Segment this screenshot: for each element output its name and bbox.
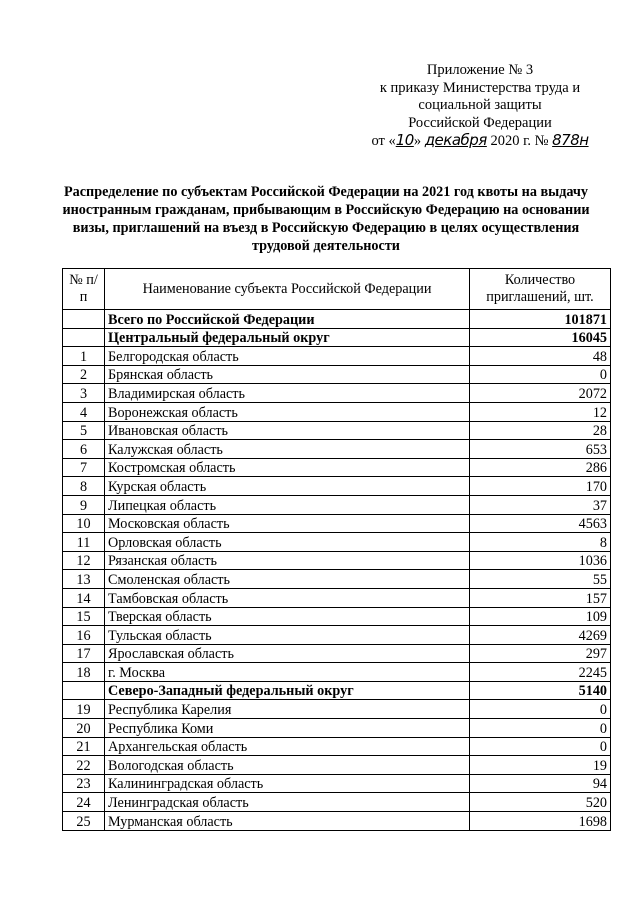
row-qty-cell: 109: [470, 607, 611, 626]
row-qty-cell: 101871: [470, 310, 611, 329]
row-name-cell: Тамбовская область: [105, 588, 470, 607]
row-qty-cell: 653: [470, 440, 611, 459]
table-row: [63, 551, 611, 570]
table-row-total: [63, 310, 611, 329]
row-qty-cell: 157: [470, 588, 611, 607]
row-num-cell: 25: [63, 812, 105, 831]
row-num-cell: 21: [63, 737, 105, 756]
row-num-cell: 22: [63, 756, 105, 775]
row-num-cell: 16: [63, 626, 105, 645]
row-qty-cell: 2245: [470, 663, 611, 682]
table-row-total: [63, 681, 611, 700]
row-qty-cell: 1036: [470, 551, 611, 570]
row-name-cell: Московская область: [105, 514, 470, 533]
row-num-cell: 18: [63, 663, 105, 682]
row-name-cell: Вологодская область: [105, 756, 470, 775]
table-row: [63, 570, 611, 589]
row-num-cell: [63, 310, 105, 329]
row-num-cell: 17: [63, 644, 105, 663]
row-name-cell: Калужская область: [105, 440, 470, 459]
row-num-cell: 19: [63, 700, 105, 719]
row-name-cell: Владимирская область: [105, 384, 470, 403]
row-qty-cell: 2072: [470, 384, 611, 403]
row-name-cell: Центральный федеральный округ: [105, 328, 470, 347]
row-qty-cell: 520: [470, 793, 611, 812]
row-qty-cell: 28: [470, 421, 611, 440]
row-name-cell: Тверская область: [105, 607, 470, 626]
table-row: [63, 626, 611, 645]
row-qty-cell: 55: [470, 570, 611, 589]
table-row: [63, 402, 611, 421]
row-name-cell: Ивановская область: [105, 421, 470, 440]
row-qty-cell: 12: [470, 402, 611, 421]
row-num-cell: 3: [63, 384, 105, 403]
row-num-cell: 20: [63, 719, 105, 738]
row-num-cell: 9: [63, 495, 105, 514]
date-mid: »: [413, 133, 422, 149]
quota-table: [62, 268, 611, 831]
appendix-order-line: к приказу Министерства труда и: [379, 79, 581, 96]
header-qty: Количество приглашений, шт.: [470, 269, 611, 310]
row-num-cell: 15: [63, 607, 105, 626]
table-row: [63, 477, 611, 496]
row-name-cell: Ярославская область: [105, 644, 470, 663]
row-num-cell: 5: [63, 421, 105, 440]
table-header-row: [63, 269, 611, 310]
row-name-cell: Липецкая область: [105, 495, 470, 514]
header-num: № п/п: [63, 269, 105, 310]
table-row: [63, 514, 611, 533]
row-qty-cell: 0: [470, 700, 611, 719]
date-prefix: от «: [371, 133, 396, 149]
row-qty-cell: 16045: [470, 328, 611, 347]
row-num-cell: 7: [63, 458, 105, 477]
row-qty-cell: 286: [470, 458, 611, 477]
row-qty-cell: 170: [470, 477, 611, 496]
row-name-cell: Тульская область: [105, 626, 470, 645]
row-name-cell: Архангельская область: [105, 737, 470, 756]
row-qty-cell: 19: [470, 756, 611, 775]
row-qty-cell: 5140: [470, 681, 611, 700]
row-name-cell: Смоленская область: [105, 570, 470, 589]
order-number-handwritten: 878н: [552, 131, 589, 149]
table-row: [63, 588, 611, 607]
table-row: [63, 421, 611, 440]
table-row: [63, 365, 611, 384]
row-name-cell: Рязанская область: [105, 551, 470, 570]
row-num-cell: 10: [63, 514, 105, 533]
row-name-cell: Республика Коми: [105, 719, 470, 738]
row-name-cell: Северо-Западный федеральный округ: [105, 681, 470, 700]
row-qty-cell: 0: [470, 719, 611, 738]
document-title: Распределение по субъектам Российской Федерации на 2021 год квоты на выдачу иностранным гражданам, прибывающим в Российскую Федерацию на основании визы, приглашений на въезд в Российскую Федерацию в целях осуществления трудовой деятельности: [62, 184, 590, 254]
row-num-cell: 6: [63, 440, 105, 459]
row-qty-cell: 8: [470, 533, 611, 552]
date-month-handwritten: декабря: [424, 131, 487, 149]
row-name-cell: Калининградская область: [105, 774, 470, 793]
table-row: [63, 663, 611, 682]
row-qty-cell: 48: [470, 347, 611, 366]
row-num-cell: [63, 681, 105, 700]
row-qty-cell: 0: [470, 737, 611, 756]
appendix-ministry-line: социальной защиты: [418, 97, 542, 113]
table-body: [63, 310, 611, 831]
row-num-cell: 23: [63, 774, 105, 793]
row-num-cell: 13: [63, 570, 105, 589]
row-num-cell: 12: [63, 551, 105, 570]
table-row: [63, 533, 611, 552]
row-name-cell: Ленинградская область: [105, 793, 470, 812]
row-qty-cell: 4563: [470, 514, 611, 533]
table-row-total: [63, 328, 611, 347]
row-qty-cell: 1698: [470, 812, 611, 831]
row-qty-cell: 94: [470, 774, 611, 793]
table-row: [63, 719, 611, 738]
row-name-cell: Костромская область: [105, 458, 470, 477]
table-row: [63, 700, 611, 719]
row-name-cell: Белгородская область: [105, 347, 470, 366]
table-row: [63, 793, 611, 812]
row-name-cell: Всего по Российской Федерации: [105, 310, 470, 329]
row-qty-cell: 4269: [470, 626, 611, 645]
appendix-header: [360, 62, 600, 151]
row-qty-cell: 37: [470, 495, 611, 514]
row-num-cell: 4: [63, 402, 105, 421]
row-name-cell: г. Москва: [105, 663, 470, 682]
row-name-cell: Брянская область: [105, 365, 470, 384]
row-num-cell: 8: [63, 477, 105, 496]
row-qty-cell: 0: [470, 365, 611, 384]
row-num-cell: 11: [63, 533, 105, 552]
row-name-cell: Республика Карелия: [105, 700, 470, 719]
table-row: [63, 458, 611, 477]
table-row: [63, 644, 611, 663]
row-num-cell: [63, 328, 105, 347]
row-name-cell: Мурманская область: [105, 812, 470, 831]
table-row: [63, 440, 611, 459]
table-row: [63, 737, 611, 756]
appendix-number: Приложение № 3: [426, 62, 534, 78]
table-row: [63, 607, 611, 626]
row-num-cell: 24: [63, 793, 105, 812]
table-row: [63, 774, 611, 793]
row-name-cell: Курская область: [105, 477, 470, 496]
table-row: [63, 756, 611, 775]
row-name-cell: Воронежская область: [105, 402, 470, 421]
table-row: [63, 812, 611, 831]
table-row: [63, 384, 611, 403]
row-name-cell: Орловская область: [105, 533, 470, 552]
appendix-country-line: Российской Федерации: [408, 114, 552, 131]
date-year: 2020 г. №: [490, 133, 549, 149]
row-num-cell: 14: [63, 588, 105, 607]
table-row: [63, 495, 611, 514]
row-qty-cell: 297: [470, 644, 611, 663]
row-num-cell: 2: [63, 365, 105, 384]
row-num-cell: 1: [63, 347, 105, 366]
date-day-handwritten: 10: [395, 131, 414, 149]
table-row: [63, 347, 611, 366]
appendix-date-line: [360, 132, 600, 151]
header-name: Наименование субъекта Российской Федерации: [105, 269, 470, 310]
